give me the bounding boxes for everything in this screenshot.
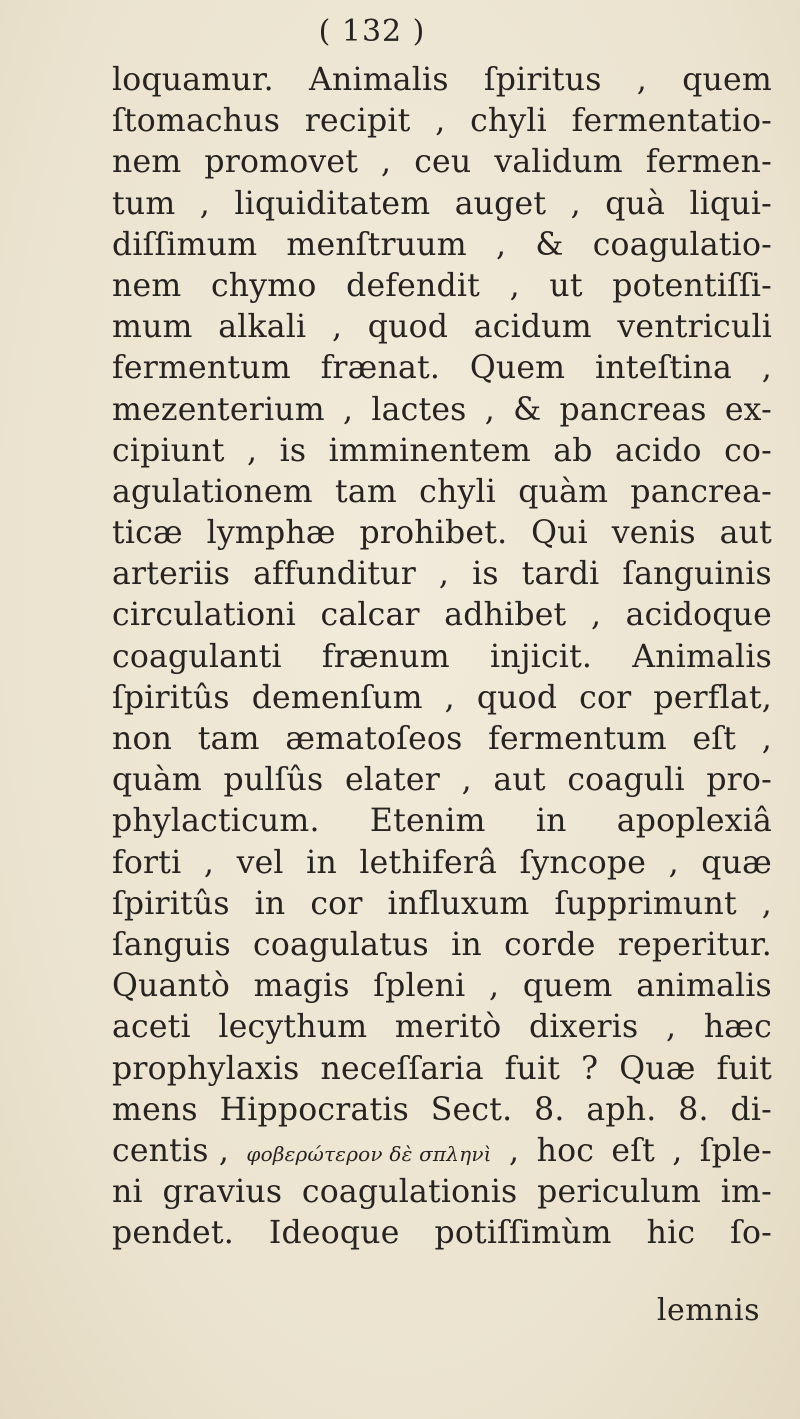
word: fuit xyxy=(504,1050,561,1087)
word: eſt xyxy=(692,721,737,757)
text-line xyxy=(112,60,772,101)
word: quod xyxy=(476,679,558,716)
word: cor xyxy=(579,679,632,716)
text-line xyxy=(112,142,772,183)
word: ſyncope xyxy=(519,844,647,881)
word: Animalis xyxy=(309,62,449,98)
word: Quæ xyxy=(619,1050,696,1087)
word: , xyxy=(495,226,507,263)
word: circulationi xyxy=(112,597,297,634)
text-line xyxy=(112,431,772,472)
word: Quem xyxy=(469,350,566,387)
word: chyli xyxy=(419,473,497,510)
word: im- xyxy=(720,1174,772,1211)
text-line xyxy=(112,884,772,925)
word: , xyxy=(199,185,211,222)
word: affunditur xyxy=(253,556,416,593)
word: in xyxy=(451,926,482,963)
word: vel xyxy=(236,844,284,881)
word: , xyxy=(331,309,343,346)
word: ſpiritûs xyxy=(112,679,230,716)
word: lactes xyxy=(371,391,467,428)
word: adhibet xyxy=(444,597,567,634)
text-line xyxy=(112,1172,772,1213)
word: & xyxy=(535,226,564,263)
word: tardi xyxy=(521,556,600,593)
word: ſtomachus xyxy=(112,103,281,140)
word: magis xyxy=(253,968,350,1005)
word: defendit xyxy=(346,267,480,304)
word: frænat. xyxy=(320,350,441,387)
word: arteriis xyxy=(112,556,231,593)
word: frænum xyxy=(321,638,450,675)
word: animalis xyxy=(636,968,772,1005)
word: aut xyxy=(493,762,546,799)
word: , xyxy=(570,185,581,222)
word: in xyxy=(535,803,567,840)
word: non xyxy=(112,721,173,757)
text-line xyxy=(112,678,772,719)
word: phylacticum. xyxy=(112,803,320,840)
text-line xyxy=(112,307,772,348)
word: ceu xyxy=(414,144,472,181)
word: potiſſimùm xyxy=(434,1215,612,1252)
text-line xyxy=(112,554,772,595)
word: is xyxy=(472,556,499,593)
word: , xyxy=(203,844,215,881)
text-line xyxy=(112,925,772,966)
word: tam xyxy=(197,721,260,757)
word: , xyxy=(489,968,500,1005)
word: prophylaxis xyxy=(112,1050,300,1087)
word: , xyxy=(435,103,446,140)
word: liquiditatem xyxy=(234,185,431,222)
word: tam xyxy=(335,473,397,510)
word: alkali xyxy=(218,309,307,346)
word: , xyxy=(484,391,495,428)
word: , xyxy=(665,1009,677,1046)
word: potentiſſi- xyxy=(612,267,772,304)
word: quà xyxy=(605,185,666,222)
text-line xyxy=(112,348,772,389)
word: ticæ xyxy=(112,515,183,552)
word: perflat, xyxy=(653,679,772,716)
text-line xyxy=(112,225,772,266)
word: in xyxy=(254,885,286,922)
word: fuit xyxy=(716,1050,772,1087)
text-line xyxy=(112,472,772,513)
word: cor xyxy=(310,885,363,922)
word: recipit xyxy=(304,103,411,140)
word: nem xyxy=(112,267,182,304)
word: Sect. xyxy=(430,1091,513,1128)
word: fermentum xyxy=(112,350,291,387)
word: , xyxy=(761,885,772,922)
word: Hippocratis xyxy=(219,1091,409,1128)
text-line xyxy=(112,390,772,431)
word: inteſtina xyxy=(595,350,732,387)
word: forti xyxy=(112,844,182,881)
word: & xyxy=(513,391,542,428)
word: , xyxy=(761,350,772,387)
text-line xyxy=(112,266,772,307)
word: promovet xyxy=(204,144,359,181)
word: hæc xyxy=(703,1009,772,1046)
text-line xyxy=(112,1131,772,1172)
word: ſupprimunt xyxy=(554,885,737,922)
word: liqui- xyxy=(689,185,772,222)
catchword: lemnis xyxy=(656,1293,760,1328)
word: ab xyxy=(553,432,593,469)
word: ſpleni xyxy=(373,968,466,1005)
word: pulſûs xyxy=(223,762,324,799)
word: , xyxy=(343,391,354,428)
word: ſple- xyxy=(699,1132,772,1169)
text-line xyxy=(112,1213,772,1254)
body-text xyxy=(112,60,772,1254)
word: coagulatio- xyxy=(592,226,772,263)
word: , xyxy=(761,721,772,757)
word: , xyxy=(509,267,520,304)
word: , xyxy=(668,844,679,881)
word: di- xyxy=(730,1091,772,1128)
word: coagulatus xyxy=(253,926,429,963)
text-line xyxy=(112,184,772,225)
text-line xyxy=(112,101,772,142)
word: elater xyxy=(344,762,440,799)
word: φοβερώτερον δὲ σπληνὶ xyxy=(246,1141,492,1166)
word: venis xyxy=(611,515,696,552)
word: coagulanti xyxy=(112,638,282,675)
word: validum xyxy=(494,144,623,181)
word: aph. xyxy=(586,1091,657,1128)
word: Quantò xyxy=(112,968,231,1005)
word: chyli xyxy=(470,103,547,140)
word: Etenim xyxy=(369,803,486,840)
word: auget xyxy=(454,185,547,222)
text-line xyxy=(112,801,772,842)
text-line xyxy=(112,1090,772,1131)
word: Ideoque xyxy=(268,1215,400,1252)
word: 8. xyxy=(678,1091,709,1128)
word: æmatoſeos xyxy=(285,721,463,757)
word: injicit. xyxy=(489,638,593,675)
word: lecythum xyxy=(218,1009,368,1046)
word: Qui xyxy=(531,515,588,552)
word: ſanguis xyxy=(112,926,231,963)
word: agulationem xyxy=(112,473,313,510)
word: quem xyxy=(522,968,613,1005)
word: acidum xyxy=(473,309,592,346)
word: ni xyxy=(112,1174,143,1211)
text-line xyxy=(112,637,772,678)
page-number: ( 132 ) xyxy=(318,14,426,49)
word: imminentem xyxy=(328,432,531,469)
word: periculum xyxy=(537,1174,702,1211)
word: in xyxy=(306,844,337,881)
word: hic xyxy=(646,1215,696,1252)
word: pancrea- xyxy=(630,473,772,510)
word: pro- xyxy=(706,762,772,799)
word: tum xyxy=(112,185,176,222)
word: , xyxy=(381,144,392,181)
word: calcar xyxy=(320,597,420,634)
word: mezenterium xyxy=(112,391,325,428)
word: ſo- xyxy=(730,1215,772,1252)
word: ? xyxy=(581,1050,599,1087)
word: , xyxy=(672,1132,683,1169)
word: corde xyxy=(504,926,596,963)
word: Animalis xyxy=(632,638,772,675)
word: influxum xyxy=(387,885,530,922)
text-line xyxy=(112,595,772,636)
text-line xyxy=(112,843,772,884)
word: fermen- xyxy=(645,144,772,181)
text-line xyxy=(112,513,772,554)
word: eſt xyxy=(611,1132,655,1169)
word: pancreas xyxy=(559,391,707,428)
word: pendet. xyxy=(112,1215,234,1252)
word: acidoque xyxy=(625,597,772,634)
word: demenſum xyxy=(251,679,423,716)
word: , xyxy=(590,597,602,634)
word: ſanguinis xyxy=(622,556,772,593)
word: cipiunt xyxy=(112,432,225,469)
word: apoplexiâ xyxy=(616,803,772,840)
word: diſſimum xyxy=(112,226,258,263)
word: quæ xyxy=(701,844,772,881)
word: loquamur. xyxy=(112,62,274,98)
word: , xyxy=(461,762,472,799)
text-line xyxy=(112,1049,772,1090)
word: , xyxy=(438,556,450,593)
word: menſtruum xyxy=(286,226,467,263)
word: aceti xyxy=(112,1009,191,1046)
word: quàm xyxy=(112,762,202,799)
word: quàm xyxy=(518,473,609,510)
word: , xyxy=(246,432,258,469)
word: meritò xyxy=(394,1009,502,1046)
word: , xyxy=(636,62,648,98)
text-line xyxy=(112,760,772,801)
word: acido xyxy=(615,432,702,469)
word: coaguli xyxy=(567,762,685,799)
text-line xyxy=(112,719,772,760)
word: co- xyxy=(724,432,772,469)
word: quem xyxy=(682,62,772,98)
word: coagulationis xyxy=(301,1174,518,1211)
word: neceſſaria xyxy=(320,1050,484,1087)
word: is xyxy=(279,432,307,469)
word: dixeris xyxy=(529,1009,639,1046)
word: quod xyxy=(367,309,449,346)
word: lethiferâ xyxy=(359,844,498,881)
word: fermentatio- xyxy=(571,103,772,140)
word: gravius xyxy=(162,1174,283,1211)
word: prohibet. xyxy=(359,515,508,552)
word: hoc xyxy=(536,1132,595,1169)
word: chymo xyxy=(210,267,317,304)
word: nem xyxy=(112,144,182,181)
word: ut xyxy=(549,267,583,304)
word: , xyxy=(444,679,455,716)
word: mum xyxy=(112,309,193,346)
word: ventriculi xyxy=(617,309,772,346)
word: fermentum xyxy=(488,721,667,757)
word: lymphæ xyxy=(206,515,336,552)
text-line xyxy=(112,966,772,1007)
word: centis , xyxy=(112,1132,230,1169)
word: ex- xyxy=(724,391,772,428)
word: 8. xyxy=(534,1091,565,1128)
word: reperitur. xyxy=(617,926,772,963)
text-line xyxy=(112,1007,772,1048)
word: ſpiritus xyxy=(483,62,602,98)
word: mens xyxy=(112,1091,198,1128)
word: , xyxy=(509,1132,520,1169)
word: ſpiritûs xyxy=(112,885,230,922)
word: aut xyxy=(719,515,772,552)
